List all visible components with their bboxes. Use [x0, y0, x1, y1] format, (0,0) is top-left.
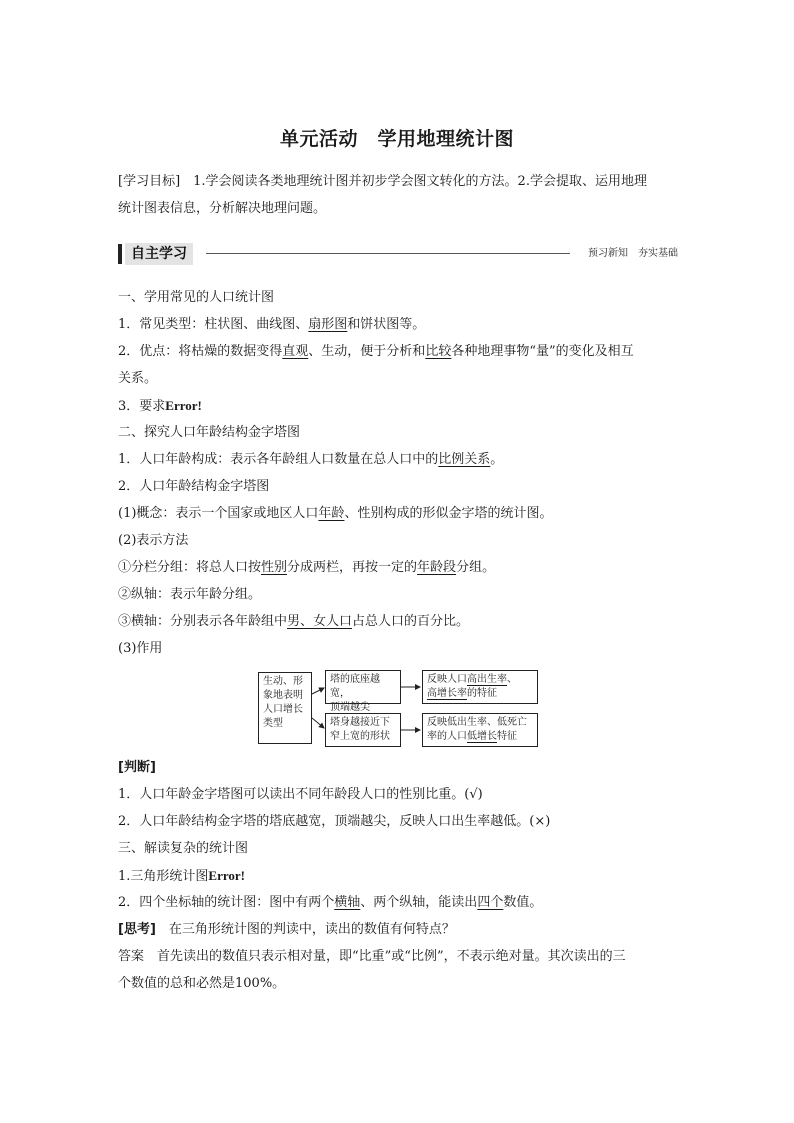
- arrow-left-top: [312, 688, 324, 694]
- part2-heading: 二、探究人口年龄结构金字塔图: [118, 425, 301, 440]
- diagram-box-low-growth: 反映低出生率、低死亡 率的人口低增长特征: [422, 713, 538, 747]
- section-label: 自主学习: [125, 243, 193, 265]
- error-field: Error!: [208, 868, 245, 883]
- part3-item-1: 1.三角形统计图Error!: [118, 868, 245, 884]
- part2-method-1: ①分栏分组：将总人口按性别分成两栏，再按一定的年龄段分组。: [118, 560, 496, 575]
- diagram-box-high-growth: 反映人口高出生率、 高增长率的特征: [422, 670, 538, 704]
- part2-item-2: 2．人口年龄结构金字塔图: [118, 479, 270, 494]
- part1-item-1: 1．常见类型：柱状图、曲线图、扇形图和饼状图等。: [118, 317, 426, 332]
- section-header: [118, 243, 678, 265]
- part3-heading: 三、解读复杂的统计图: [118, 841, 249, 856]
- part2-item-1: 1．人口年龄构成：表示各年龄组人口数量在总人口中的比例关系。: [118, 452, 504, 467]
- part1-item-2: 2．优点：将枯燥的数据变得直观、生动，便于分析和比较各种地理事物“量”的变化及相互: [118, 344, 634, 359]
- diagram-box-left: 生动、形 象地表明 人口增长 类型: [258, 672, 312, 744]
- think-tag: [思考]: [118, 922, 156, 937]
- diagram-box-narrow-base: 塔身越接近下 窄上宽的形状: [325, 713, 401, 747]
- answer-line-1: 答案 首先读出的数值只表示相对量，即“比重”或“比例”，不表示绝对量。其次读出的三: [118, 949, 626, 964]
- judge-heading: [判断]: [118, 760, 156, 775]
- section-marker: [118, 244, 122, 264]
- judge-item-2: 2．人口年龄结构金字塔的塔底越宽，顶端越尖，反映人口出生率越低。(×): [118, 814, 551, 829]
- part2-method-2: ②纵轴：表示年龄分组。: [118, 587, 262, 602]
- part2-concept: (1)概念：表示一个国家或地区人口年龄、性别构成的形似金字塔的统计图。: [118, 506, 553, 521]
- answer-tag: 答案: [118, 949, 145, 964]
- part1-item-2-cont: 关系。: [118, 371, 158, 386]
- part1-item-3: 3．要求Error!: [118, 398, 202, 414]
- part3-item-2: 2．四个坐标轴的统计图：图中有两个横轴、两个纵轴，能读出四个数值。: [118, 895, 543, 910]
- part2-method-heading: (2)表示方法: [118, 533, 189, 548]
- objectives-tag: [学习目标]: [118, 174, 181, 189]
- learning-objectives-line-2: 统计图表信息，分析解决地理问题。: [118, 201, 327, 216]
- section-divider: [206, 253, 570, 254]
- page-title: 单元活动 学用地理统计图: [279, 128, 514, 150]
- part1-heading: 一、学用常见的人口统计图: [118, 290, 275, 305]
- arrow-left-bottom: [312, 718, 324, 728]
- learning-objectives-line-1: [学习目标] 1.学会阅读各类地理统计图并初步学会图文转化的方法。2.学会提取、运用地理: [118, 174, 647, 189]
- judge-item-1: 1．人口年龄金字塔图可以读出不同年龄段人口的性别比重。(√): [118, 787, 483, 802]
- answer-line-2: 个数值的总和必然是100%。: [118, 976, 286, 991]
- part2-method-3: ③横轴：分别表示各年龄组中男、女人口占总人口的百分比。: [118, 614, 470, 629]
- think-question: [思考] 在三角形统计图的判读中，读出的数值有何特点？: [118, 922, 455, 937]
- part2-function-heading: (3)作用: [118, 641, 163, 656]
- error-field: Error!: [165, 398, 202, 413]
- section-subtitle: 预习新知 夯实基础: [588, 248, 678, 259]
- diagram-box-wide-base: 塔的底座越宽， 顶端越尖: [325, 670, 401, 704]
- function-diagram: [258, 668, 540, 750]
